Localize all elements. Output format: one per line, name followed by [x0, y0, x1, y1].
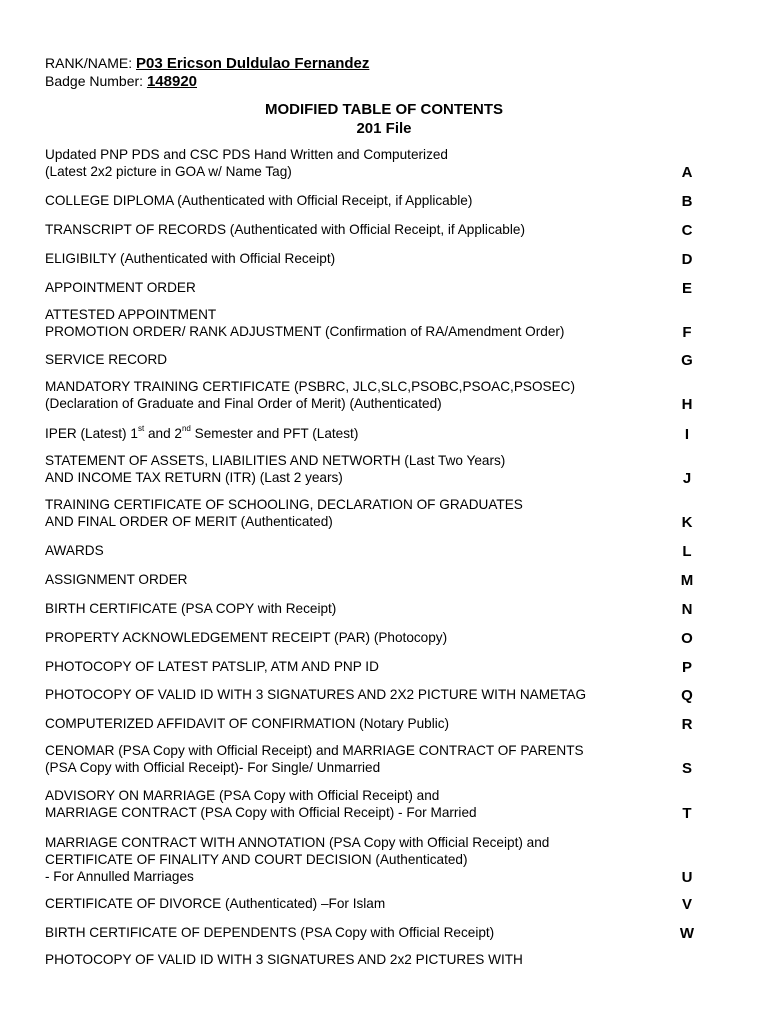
toc-entry-text: AND FINAL ORDER OF MERIT (Authenticated)	[45, 514, 333, 529]
toc-entry-text: MARRIAGE CONTRACT WITH ANNOTATION (PSA Copy with Official Receipt) and	[45, 835, 550, 850]
toc-entry-text: CERTIFICATE OF FINALITY AND COURT DECISION (Authenticated)	[45, 852, 468, 867]
toc-entry-text: (Latest 2x2 picture in GOA w/ Name Tag)	[45, 164, 292, 179]
toc-entry-text: COMPUTERIZED AFFIDAVIT OF CONFIRMATION (Notary Public)	[45, 716, 450, 731]
toc-entry-letter: U	[681, 869, 693, 886]
toc-entry-text: APPOINTMENT ORDER	[45, 280, 196, 295]
toc-entry-letter: J	[682, 470, 692, 487]
toc-entry-text: CERTIFICATE OF DIVORCE (Authenticated) –For Islam	[45, 896, 386, 911]
toc-entry-text: PROMOTION ORDER/ RANK ADJUSTMENT (Confirmation of RA/Amendment Order)	[45, 324, 565, 339]
toc-entry-letter: V	[681, 896, 692, 913]
toc-entry-text: ASSIGNMENT ORDER	[45, 572, 188, 587]
toc-entry-text: PHOTOCOPY OF LATEST PATSLIP, ATM AND PNP ID	[45, 659, 379, 674]
toc-entry-letter: Q	[681, 687, 693, 704]
toc-entry-letter: D	[681, 251, 693, 268]
toc-entry-letter: S	[681, 760, 692, 777]
rank-name-label: RANK/NAME:	[45, 55, 133, 71]
toc-entry-letter: E	[681, 280, 692, 297]
toc-entry-text-part: and 2	[144, 426, 182, 441]
toc-entry-text: TRANSCRIPT OF RECORDS (Authenticated with Official Receipt, if Applicable)	[45, 222, 525, 237]
rank-name-row	[45, 55, 369, 72]
toc-entry-text-part: st	[137, 424, 145, 434]
toc-entry-text: COLLEGE DIPLOMA (Authenticated with Official Receipt, if Applicable)	[45, 193, 473, 208]
toc-entry-text: Updated PNP PDS and CSC PDS Hand Written and Computerized	[45, 147, 448, 162]
toc-entry-text-part: Semester and PFT (Latest)	[190, 426, 359, 441]
toc-entry-text: PHOTOCOPY OF VALID ID WITH 3 SIGNATURES AND 2x2 PICTURES WITH	[45, 952, 523, 967]
toc-entry-letter: F	[682, 324, 692, 341]
toc-entry-text: (Declaration of Graduate and Final Order of Merit) (Authenticated)	[45, 396, 442, 411]
toc-entry-text: SERVICE RECORD	[45, 352, 168, 367]
toc-entry-text: STATEMENT OF ASSETS, LIABILITIES AND NETWORTH (Last Two Years)	[45, 453, 506, 468]
toc-entry-text: MANDATORY TRAINING CERTIFICATE (PSBRC, JLC,SLC,PSOBC,PSOAC,PSOSEC)	[45, 379, 576, 394]
toc-entry-text: ADVISORY ON MARRIAGE (PSA Copy with Official Receipt) and	[45, 788, 440, 803]
toc-entry-text: BIRTH CERTIFICATE OF DEPENDENTS (PSA Copy with Official Receipt)	[45, 925, 495, 940]
badge-number-label: Badge Number:	[45, 73, 144, 89]
toc-entry-letter: C	[681, 222, 693, 239]
toc-entry-text: ELIGIBILTY (Authenticated with Official Receipt)	[45, 251, 336, 266]
toc-entry-text: CENOMAR (PSA Copy with Official Receipt) and MARRIAGE CONTRACT OF PARENTS	[45, 743, 584, 758]
toc-entry-letter: O	[681, 630, 693, 647]
toc-entry-letter: T	[682, 805, 692, 822]
toc-entry-letter: A	[681, 164, 693, 181]
toc-entry-letter: G	[681, 352, 693, 369]
toc-entry-text	[45, 425, 358, 442]
badge-number-row	[45, 73, 197, 90]
toc-entry-text: PROPERTY ACKNOWLEDGEMENT RECEIPT (PAR) (Photocopy)	[45, 630, 448, 645]
toc-entry-text: TRAINING CERTIFICATE OF SCHOOLING, DECLARATION OF GRADUATES	[45, 497, 523, 512]
document-title: MODIFIED TABLE OF CONTENTS	[264, 101, 504, 118]
toc-entry-letter: K	[681, 514, 693, 531]
toc-entry-text: (PSA Copy with Official Receipt)- For Single/ Unmarried	[45, 760, 381, 775]
badge-number-value: 148920	[146, 73, 198, 90]
toc-entry-letter: B	[681, 193, 693, 210]
toc-entry-text: MARRIAGE CONTRACT (PSA Copy with Official Receipt) - For Married	[45, 805, 477, 820]
toc-entry-letter: L	[682, 543, 692, 560]
toc-entry-text-part: nd	[181, 424, 191, 434]
toc-entry-letter: P	[681, 659, 692, 676]
toc-entry-text: PHOTOCOPY OF VALID ID WITH 3 SIGNATURES AND 2X2 PICTURE WITH NAMETAG	[45, 687, 587, 702]
toc-entry-text-part: IPER (Latest) 1	[45, 426, 138, 441]
toc-entry-text: ATTESTED APPOINTMENT	[45, 307, 217, 322]
toc-entry-letter: N	[681, 601, 693, 618]
toc-entry-letter: H	[681, 396, 693, 413]
toc-entry-letter: I	[684, 426, 690, 443]
toc-entry-letter: W	[679, 925, 695, 942]
toc-entry-letter: R	[681, 716, 693, 733]
toc-entry-text: AND INCOME TAX RETURN (ITR) (Last 2 years)	[45, 470, 343, 485]
toc-entry-text: AWARDS	[45, 543, 104, 558]
toc-entry-text: BIRTH CERTIFICATE (PSA COPY with Receipt)	[45, 601, 337, 616]
document-subtitle: 201 File	[356, 120, 412, 137]
rank-name-value: P03 Ericson Duldulao Fernandez	[136, 55, 370, 72]
toc-entry-letter: M	[680, 572, 694, 589]
toc-entry-text: - For Annulled Marriages	[45, 869, 194, 884]
